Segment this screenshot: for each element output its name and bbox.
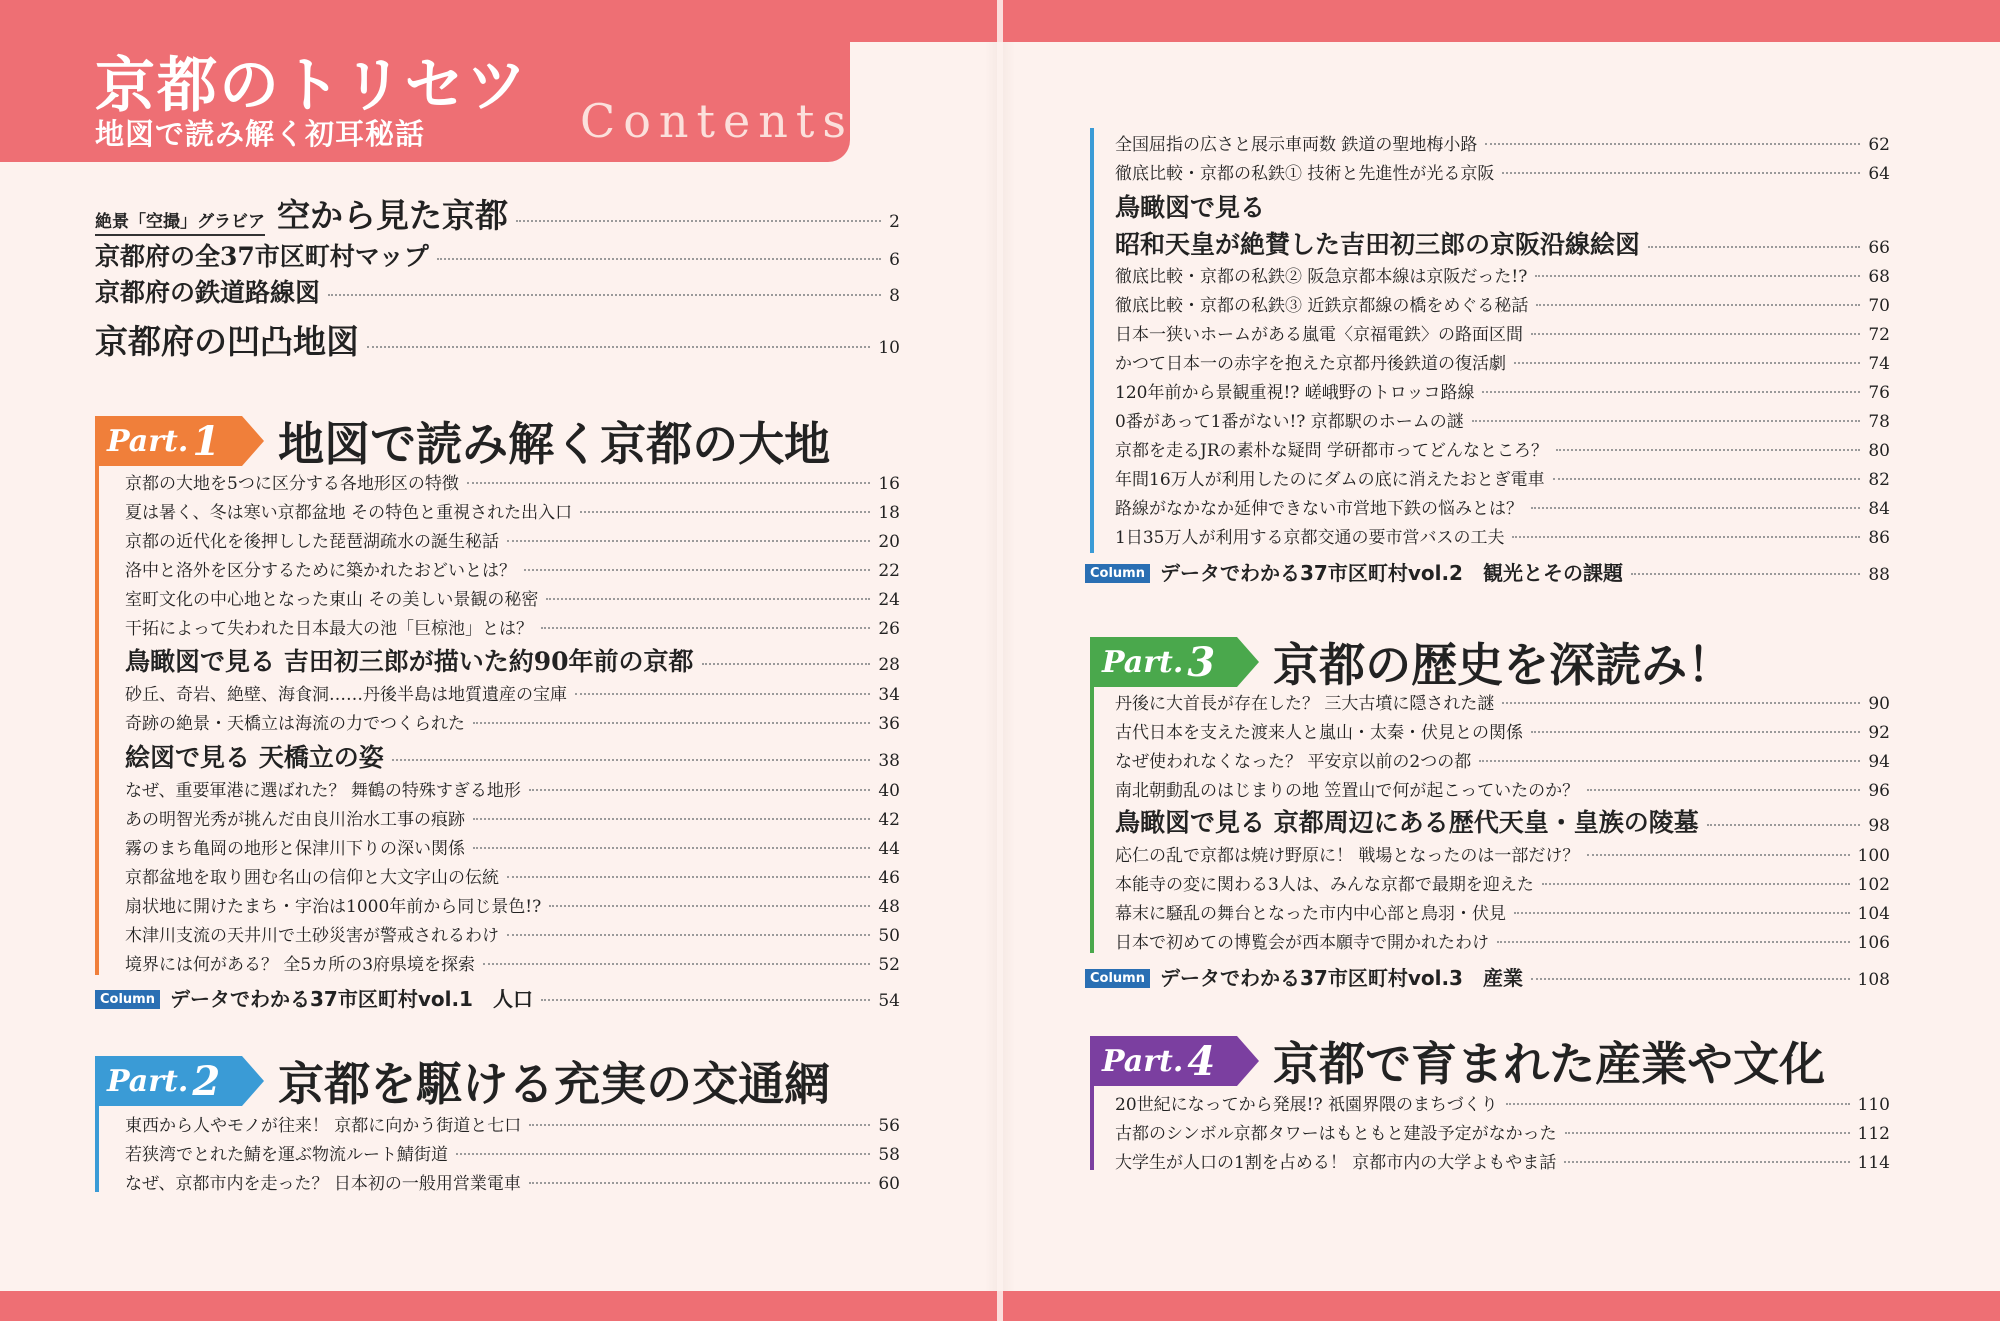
entry-page: 66 bbox=[1868, 238, 1890, 258]
toc-entry[interactable] bbox=[125, 1169, 900, 1197]
part-header-4[interactable] bbox=[1090, 1028, 1825, 1094]
entry-page: 92 bbox=[1868, 723, 1890, 743]
leader-dots bbox=[516, 220, 881, 222]
entry-page: 74 bbox=[1868, 354, 1890, 374]
entry-title: 京都府の鉄道路線図 bbox=[95, 278, 321, 307]
leader-dots bbox=[1587, 854, 1849, 856]
entry-page: 72 bbox=[1868, 325, 1890, 345]
leader-dots bbox=[1514, 912, 1850, 914]
entry-page: 36 bbox=[878, 714, 900, 734]
leader-dots bbox=[1502, 702, 1860, 704]
toc-entry[interactable] bbox=[1115, 718, 1890, 746]
part-label: Part. bbox=[107, 1063, 189, 1099]
part-number: 3 bbox=[1187, 638, 1216, 686]
leader-dots bbox=[524, 569, 870, 571]
toc-entry[interactable] bbox=[1115, 747, 1890, 775]
leader-dots bbox=[1564, 1161, 1849, 1163]
entry-page: 2 bbox=[889, 212, 900, 232]
toc-entry[interactable] bbox=[1115, 870, 1890, 898]
entry-title: 室町文化の中心地となった東山 その美しい景観の秘密 bbox=[125, 590, 539, 610]
leader-dots bbox=[549, 905, 870, 907]
entry-page: 112 bbox=[1857, 1124, 1890, 1144]
part-label: Part. bbox=[1102, 644, 1184, 680]
entry-title: 日本一狭いホームがある嵐電〈京福電鉄〉の路面区間 bbox=[1115, 325, 1523, 345]
entry-title: 大学生が人口の1割を占める！ 京都市内の大学よもやま話 bbox=[1115, 1153, 1557, 1173]
part-badge bbox=[1090, 637, 1237, 687]
toc-entry[interactable] bbox=[125, 498, 900, 526]
entry-page: 76 bbox=[1868, 383, 1890, 403]
entry-title: なぜ、京都市内を走った？ 日本初の一般用営業電車 bbox=[125, 1174, 521, 1194]
leader-dots bbox=[328, 294, 881, 296]
toc-column-entry[interactable] bbox=[1085, 557, 1890, 587]
toc-entry[interactable] bbox=[1115, 465, 1890, 493]
leader-dots bbox=[1531, 731, 1860, 733]
toc-entry[interactable] bbox=[1115, 494, 1890, 522]
entry-title: 京都府の凹凸地図 bbox=[95, 322, 359, 361]
leader-dots bbox=[1565, 1132, 1850, 1134]
entry-page: 34 bbox=[878, 685, 900, 705]
entry-title: 南北朝動乱のはじまりの地 笠置山で何が起こっていたのか？ bbox=[1115, 781, 1580, 801]
toc-column-entry[interactable] bbox=[1085, 962, 1890, 992]
part-number: 4 bbox=[1187, 1037, 1216, 1085]
entry-title: 絵図で見る 天橋立の姿 bbox=[125, 743, 384, 772]
entry-title: 鳥瞰図で見る 吉田初三郎が描いた約90年前の京都 bbox=[125, 647, 694, 676]
entry-page: 58 bbox=[878, 1145, 900, 1165]
entry-page: 68 bbox=[1868, 267, 1890, 287]
leader-dots bbox=[483, 963, 870, 965]
leader-dots bbox=[1553, 478, 1861, 480]
entry-page: 100 bbox=[1857, 846, 1890, 866]
leader-dots bbox=[1485, 143, 1860, 145]
toc-entry[interactable] bbox=[1115, 159, 1890, 187]
leader-dots bbox=[1472, 420, 1861, 422]
entry-page: 94 bbox=[1868, 752, 1890, 772]
entry-page: 18 bbox=[878, 503, 900, 523]
entry-title: 応仁の乱で京都は焼け野原に！ 戦場となったのは一部だけ？ bbox=[1115, 846, 1580, 866]
entry-title: 境界には何がある？ 全5カ所の3府県境を探索 bbox=[125, 955, 476, 975]
entry-page: 6 bbox=[889, 250, 900, 270]
entry-title: 空から見た京都 bbox=[277, 196, 508, 235]
entry-page: 56 bbox=[878, 1116, 900, 1136]
entry-page: 28 bbox=[878, 655, 900, 675]
column-tag: Column bbox=[95, 990, 160, 1009]
entry-title: 鳥瞰図で見る 京都周辺にある歴代天皇・皇族の陵墓 bbox=[1115, 808, 1699, 837]
book-subtitle: 地図で読み解く初耳秘話 bbox=[95, 117, 426, 151]
toc-entry-gravure[interactable] bbox=[95, 190, 900, 234]
leader-dots bbox=[1506, 1103, 1850, 1105]
entry-page: 46 bbox=[878, 868, 900, 888]
entry-title: 砂丘、奇岩、絶壁、海食洞……丹後半島は地質遺産の宝庫 bbox=[125, 685, 567, 705]
entry-title: 奇跡の絶景・天橋立は海流の力でつくられた bbox=[125, 714, 465, 734]
entry-title: 古都のシンボル京都タワーはもともと建設予定がなかった bbox=[1115, 1124, 1557, 1144]
entry-page: 20 bbox=[878, 532, 900, 552]
toc-entry[interactable] bbox=[1115, 776, 1890, 804]
part-title: 地図で読み解く京都の大地 bbox=[278, 417, 831, 471]
entry-title: 京都の大地を5つに区分する各地形区の特徴 bbox=[125, 474, 459, 494]
entry-title: 1日35万人が利用する京都交通の要市営バスの工夫 bbox=[1115, 528, 1505, 548]
toc-entry[interactable] bbox=[125, 892, 900, 920]
part-badge bbox=[95, 1056, 242, 1106]
toc-entry[interactable] bbox=[1115, 130, 1890, 158]
entry-page: 54 bbox=[878, 991, 900, 1011]
leader-dots bbox=[456, 1153, 870, 1155]
toc-entry[interactable] bbox=[125, 709, 900, 737]
toc-entry[interactable] bbox=[1115, 262, 1890, 290]
toc-entry[interactable] bbox=[125, 1111, 900, 1139]
leader-dots bbox=[1587, 789, 1860, 791]
page-gutter-line bbox=[997, 0, 1003, 1321]
gravure-tag: 絶景「空撮」グラビア bbox=[95, 207, 265, 236]
toc-entry-heading bbox=[1115, 188, 1890, 224]
toc-entry[interactable] bbox=[1115, 1148, 1890, 1176]
entry-page: 24 bbox=[878, 590, 900, 610]
part-number: 2 bbox=[192, 1057, 221, 1105]
leader-dots bbox=[1631, 573, 1860, 575]
entry-title: 古代日本を支えた渡来人と嵐山・太秦・伏見との関係 bbox=[1115, 723, 1523, 743]
entry-page: 114 bbox=[1857, 1153, 1890, 1173]
toc-entry[interactable] bbox=[125, 469, 900, 497]
entry-title: 丹後に大首長が存在した？ 三大古墳に隠された謎 bbox=[1115, 694, 1495, 714]
entry-page: 102 bbox=[1857, 875, 1890, 895]
toc-entry[interactable] bbox=[125, 738, 900, 774]
leader-dots bbox=[507, 876, 870, 878]
entry-title: なぜ、重要軍港に選ばれた？ 舞鶴の特殊すぎる地形 bbox=[125, 781, 521, 801]
leader-dots bbox=[546, 598, 870, 600]
entry-title: かつて日本一の赤字を抱えた京都丹後鉄道の復活劇 bbox=[1115, 354, 1506, 374]
toc-entry[interactable] bbox=[125, 527, 900, 555]
leader-dots bbox=[1536, 304, 1860, 306]
entry-page: 38 bbox=[878, 751, 900, 771]
part-number: 1 bbox=[192, 417, 221, 465]
toc-entry[interactable] bbox=[1115, 225, 1890, 261]
leader-dots bbox=[580, 511, 870, 513]
part-header-1[interactable] bbox=[95, 408, 830, 474]
entry-title: 20世紀になってから発展!? 祇園界隈のまちづくり bbox=[1115, 1095, 1498, 1115]
part-header-3[interactable] bbox=[1090, 629, 1733, 695]
toc-entry[interactable] bbox=[125, 642, 900, 678]
entry-page: 44 bbox=[878, 839, 900, 859]
entry-title: データでわかる37市区町村vol.2 観光とその課題 bbox=[1159, 561, 1623, 585]
entry-title: 京都を走るJRの素朴な疑問 学研都市ってどんなところ？ bbox=[1115, 441, 1549, 461]
toc-entry[interactable] bbox=[1115, 378, 1890, 406]
part-2-rule bbox=[95, 1100, 99, 1192]
toc-entry[interactable] bbox=[125, 863, 900, 891]
entry-title: 若狭湾でとれた鯖を運ぶ物流ルート鯖街道 bbox=[125, 1145, 448, 1165]
leader-dots bbox=[1531, 978, 1850, 980]
leader-dots bbox=[437, 258, 881, 260]
entry-page: 70 bbox=[1868, 296, 1890, 316]
entry-page: 40 bbox=[878, 781, 900, 801]
entry-page: 82 bbox=[1868, 470, 1890, 490]
leader-dots bbox=[1531, 507, 1860, 509]
entry-page: 98 bbox=[1868, 816, 1890, 836]
toc-entry[interactable] bbox=[95, 316, 900, 360]
part-1-rule bbox=[95, 460, 99, 975]
entry-page: 78 bbox=[1868, 412, 1890, 432]
toc-entry[interactable] bbox=[1115, 841, 1890, 869]
leader-dots bbox=[1648, 246, 1860, 248]
entry-page: 110 bbox=[1857, 1095, 1890, 1115]
leader-dots bbox=[392, 759, 871, 761]
toc-entry[interactable] bbox=[125, 1140, 900, 1168]
leader-dots bbox=[473, 722, 870, 724]
entry-page: 26 bbox=[878, 619, 900, 639]
part-3-rule bbox=[1090, 681, 1094, 953]
toc-entry[interactable] bbox=[1115, 436, 1890, 464]
entry-page: 80 bbox=[1868, 441, 1890, 461]
entry-title: 全国屈指の広さと展示車両数 鉄道の聖地梅小路 bbox=[1115, 135, 1478, 155]
entry-page: 8 bbox=[889, 286, 900, 306]
entry-page: 50 bbox=[878, 926, 900, 946]
part-title: 京都の歴史を深読み！ bbox=[1273, 638, 1734, 692]
entry-title: なぜ使われなくなった？ 平安京以前の2つの都 bbox=[1115, 752, 1472, 772]
entry-title: 徹底比較・京都の私鉄② 阪急京都本線は京阪だった!? bbox=[1115, 267, 1528, 287]
leader-dots bbox=[575, 693, 870, 695]
entry-title: 徹底比較・京都の私鉄③ 近鉄京都線の橋をめぐる秘話 bbox=[1115, 296, 1529, 316]
leader-dots bbox=[541, 627, 870, 629]
entry-page: 42 bbox=[878, 810, 900, 830]
entry-title: データでわかる37市区町村vol.3 産業 bbox=[1159, 966, 1523, 990]
entry-page: 108 bbox=[1857, 970, 1890, 990]
part-title: 京都で育まれた産業や文化 bbox=[1273, 1037, 1826, 1091]
entry-title: 鳥瞰図で見る bbox=[1115, 193, 1266, 222]
toc-entry[interactable] bbox=[1115, 291, 1890, 319]
entry-page: 10 bbox=[878, 338, 900, 358]
leader-dots bbox=[1482, 391, 1860, 393]
toc-entry[interactable] bbox=[125, 556, 900, 584]
toc-entry[interactable] bbox=[125, 614, 900, 642]
toc-entry[interactable] bbox=[1115, 899, 1890, 927]
toc-entry[interactable] bbox=[125, 776, 900, 804]
toc-entry[interactable] bbox=[95, 237, 900, 273]
entry-page: 48 bbox=[878, 897, 900, 917]
entry-page: 60 bbox=[878, 1174, 900, 1194]
entry-page: 52 bbox=[878, 955, 900, 975]
entry-title: 干拓によって失われた日本最大の池「巨椋池」とは？ bbox=[125, 619, 533, 639]
leader-dots bbox=[1531, 333, 1860, 335]
leader-dots bbox=[1542, 883, 1850, 885]
toc-entry[interactable] bbox=[125, 680, 900, 708]
entry-title: 木津川支流の天井川で土砂災害が警戒されるわけ bbox=[125, 926, 499, 946]
leader-dots bbox=[1556, 449, 1860, 451]
leader-dots bbox=[467, 482, 871, 484]
part-4-rule bbox=[1090, 1080, 1094, 1170]
entry-title: 年間16万人が利用したのにダムの底に消えたおとぎ電車 bbox=[1115, 470, 1545, 490]
leader-dots bbox=[529, 789, 870, 791]
entry-title: 本能寺の変に関わる3人は、みんな京都で最期を迎えた bbox=[1115, 875, 1534, 895]
entry-page: 96 bbox=[1868, 781, 1890, 801]
entry-page: 64 bbox=[1868, 164, 1890, 184]
entry-page: 106 bbox=[1857, 933, 1890, 953]
entry-page: 84 bbox=[1868, 499, 1890, 519]
entry-title: 霧のまち亀岡の地形と保津川下りの深い関係 bbox=[125, 839, 465, 859]
leader-dots bbox=[473, 818, 870, 820]
leader-dots bbox=[507, 934, 870, 936]
entry-title: 洛中と洛外を区分するために築かれたおどいとは？ bbox=[125, 561, 516, 581]
leader-dots bbox=[541, 999, 870, 1001]
toc-entry[interactable] bbox=[1115, 803, 1890, 839]
part-2-continued-rule bbox=[1090, 128, 1094, 553]
column-tag: Column bbox=[1085, 564, 1150, 583]
entry-title: 扇状地に開けたまち・宇治は1000年前から同じ景色!? bbox=[125, 897, 542, 917]
entry-title: 京都盆地を取り囲む名山の信仰と大文字山の伝統 bbox=[125, 868, 499, 888]
entry-title: 昭和天皇が絶賛した吉田初三郎の京阪沿線絵図 bbox=[1115, 230, 1641, 259]
toc-entry[interactable] bbox=[1115, 523, 1890, 551]
entry-title: 京都府の全37市区町村マップ bbox=[95, 242, 429, 271]
part-header-2[interactable] bbox=[95, 1048, 830, 1114]
toc-entry[interactable] bbox=[1115, 349, 1890, 377]
leader-dots bbox=[1497, 941, 1850, 943]
leader-dots bbox=[1514, 362, 1860, 364]
entry-page: 104 bbox=[1857, 904, 1890, 924]
entry-page: 22 bbox=[878, 561, 900, 581]
contents-label: Contents bbox=[580, 94, 854, 148]
toc-entry[interactable] bbox=[1115, 1119, 1890, 1147]
entry-title: 日本で初めての博覧会が西本願寺で開かれたわけ bbox=[1115, 933, 1489, 953]
book-title: 京都のトリセツ bbox=[95, 51, 529, 121]
leader-dots bbox=[473, 847, 870, 849]
toc-entry[interactable] bbox=[1115, 689, 1890, 717]
part-badge bbox=[1090, 1036, 1237, 1086]
entry-title: 徹底比較・京都の私鉄① 技術と先進性が光る京阪 bbox=[1115, 164, 1495, 184]
entry-title: 0番があって1番がない!? 京都駅のホームの謎 bbox=[1115, 412, 1464, 432]
entry-page: 90 bbox=[1868, 694, 1890, 714]
toc-entry[interactable] bbox=[1115, 928, 1890, 956]
entry-title: 路線がなかなか延伸できない市営地下鉄の悩みとは？ bbox=[1115, 499, 1523, 519]
toc-entry[interactable] bbox=[125, 805, 900, 833]
entry-title: データでわかる37市区町村vol.1 人口 bbox=[169, 987, 533, 1011]
toc-entry[interactable] bbox=[125, 950, 900, 978]
column-tag: Column bbox=[1085, 969, 1150, 988]
header-banner bbox=[0, 0, 854, 162]
entry-page: 86 bbox=[1868, 528, 1890, 548]
leader-dots bbox=[507, 540, 870, 542]
part-badge bbox=[95, 416, 242, 466]
toc-entry[interactable] bbox=[95, 273, 900, 309]
toc-column-entry[interactable] bbox=[95, 983, 900, 1013]
toc-entry[interactable] bbox=[125, 585, 900, 613]
toc-entry[interactable] bbox=[1115, 1090, 1890, 1118]
toc-entry[interactable] bbox=[1115, 320, 1890, 348]
entry-title: 東西から人やモノが往来！ 京都に向かう街道と七口 bbox=[125, 1116, 522, 1136]
entry-title: 幕末に騒乱の舞台となった市内中心部と鳥羽・伏見 bbox=[1115, 904, 1506, 924]
leader-dots bbox=[1535, 275, 1860, 277]
leader-dots bbox=[1502, 172, 1860, 174]
entry-page: 88 bbox=[1868, 565, 1890, 585]
toc-entry[interactable] bbox=[125, 921, 900, 949]
toc-entry[interactable] bbox=[125, 834, 900, 862]
entry-page: 62 bbox=[1868, 135, 1890, 155]
toc-entry[interactable] bbox=[1115, 407, 1890, 435]
leader-dots bbox=[702, 663, 871, 665]
leader-dots bbox=[1707, 824, 1861, 826]
leader-dots bbox=[529, 1182, 870, 1184]
leader-dots bbox=[529, 1124, 870, 1126]
part-title: 京都を駆ける充実の交通網 bbox=[278, 1057, 831, 1111]
leader-dots bbox=[1479, 760, 1860, 762]
entry-title: 120年前から景観重視!? 嵯峨野のトロッコ路線 bbox=[1115, 383, 1475, 403]
part-label: Part. bbox=[1102, 1043, 1184, 1079]
entry-title: 京都の近代化を後押しした琵琶湖疏水の誕生秘話 bbox=[125, 532, 499, 552]
entry-page: 16 bbox=[878, 474, 900, 494]
part-label: Part. bbox=[107, 423, 189, 459]
leader-dots bbox=[367, 346, 870, 348]
entry-title: あの明智光秀が挑んだ由良川治水工事の痕跡 bbox=[125, 810, 465, 830]
leader-dots bbox=[1512, 536, 1860, 538]
entry-title: 夏は暑く、冬は寒い京都盆地 その特色と重視された出入口 bbox=[125, 503, 573, 523]
